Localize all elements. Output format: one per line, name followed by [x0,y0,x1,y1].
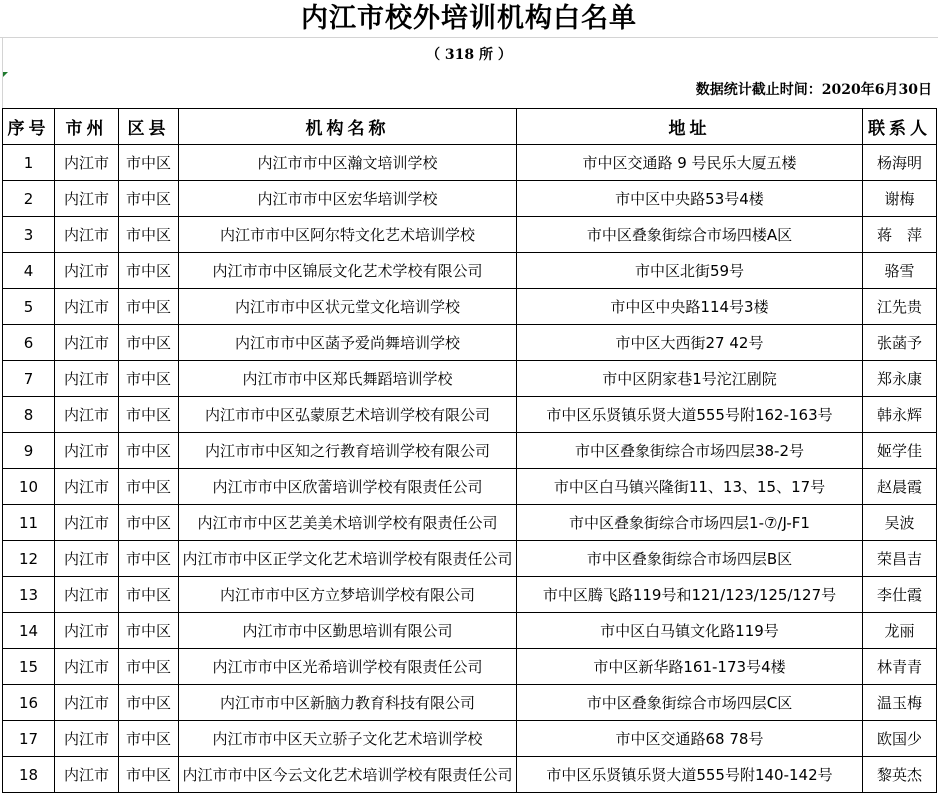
cell-seq: 5 [3,289,55,325]
cell-city: 内江市 [55,469,119,505]
cell-seq: 12 [3,541,55,577]
cell-city: 内江市 [55,289,119,325]
cell-district: 市中区 [119,433,179,469]
cell-contact: 张菡予 [863,325,937,361]
cell-contact: 温玉梅 [863,685,937,721]
table-row [3,685,937,721]
cell-address: 市中区乐贤镇乐贤大道555号附140-142号 [517,757,863,793]
cell-institution-name: 内江市市中区弘蒙原艺术培训学校有限公司 [179,397,517,433]
cell-contact: 韩永辉 [863,397,937,433]
cell-seq: 4 [3,253,55,289]
cell-contact: 李仕霞 [863,577,937,613]
cell-institution-name: 内江市市中区新脑力教育科技有限公司 [179,685,517,721]
cell-contact: 荣昌吉 [863,541,937,577]
cell-contact: 杨海明 [863,145,937,181]
cell-institution-name: 内江市市中区勤思培训有限公司 [179,613,517,649]
cell-seq: 14 [3,613,55,649]
cell-address: 市中区叠象街综合市场四层1-⑦/J-F1 [517,505,863,541]
cell-institution-name: 内江市市中区艺美美术培训学校有限责任公司 [179,505,517,541]
cell-address: 市中区叠象街综合市场四层38-2号 [517,433,863,469]
table-row [3,397,937,433]
cell-seq: 17 [3,721,55,757]
cell-institution-name: 内江市市中区今云文化艺术培训学校有限责任公司 [179,757,517,793]
cell-contact: 郑永康 [863,361,937,397]
cell-seq: 1 [3,145,55,181]
cell-institution-name: 内江市市中区方立梦培训学校有限公司 [179,577,517,613]
cell-city: 内江市 [55,721,119,757]
cell-seq: 7 [3,361,55,397]
cell-address: 市中区腾飞路119号和121/123/125/127号 [517,577,863,613]
cell-seq: 18 [3,757,55,793]
table-row [3,541,937,577]
table-row [3,757,937,793]
cell-institution-name: 内江市市中区郑氏舞蹈培训学校 [179,361,517,397]
cell-address: 市中区中央路114号3楼 [517,289,863,325]
cell-district: 市中区 [119,469,179,505]
cell-institution-name: 内江市市中区欣蕾培训学校有限责任公司 [179,469,517,505]
cell-seq: 13 [3,577,55,613]
cell-district: 市中区 [119,181,179,217]
cell-contact: 姬学佳 [863,433,937,469]
table-row [3,613,937,649]
cell-address: 市中区大西街27 42号 [517,325,863,361]
cell-seq: 11 [3,505,55,541]
cell-address: 市中区北街59号 [517,253,863,289]
cell-contact: 吴波 [863,505,937,541]
cutoff-date: 数据统计截止时间：2020年6月30日 [695,82,932,98]
cell-district: 市中区 [119,577,179,613]
cell-address: 市中区交通路68 78号 [517,721,863,757]
cell-institution-name: 内江市市中区瀚文培训学校 [179,145,517,181]
table-row [3,145,937,181]
cell-district: 市中区 [119,721,179,757]
table-row [3,649,937,685]
cell-contact: 龙丽 [863,613,937,649]
cell-address: 市中区叠象街综合市场四层B区 [517,541,863,577]
cell-district: 市中区 [119,289,179,325]
cell-seq: 9 [3,433,55,469]
cell-address: 市中区新华路161-173号4楼 [517,649,863,685]
table-row [3,325,937,361]
table-row [3,433,937,469]
header-address: 地址 [517,109,863,145]
cell-seq: 6 [3,325,55,361]
cell-city: 内江市 [55,325,119,361]
cell-contact: 蒋 萍 [863,217,937,253]
document-title: 内江市校外培训机构白名单 [0,0,938,38]
cell-seq: 3 [3,217,55,253]
cell-seq: 15 [3,649,55,685]
cell-contact: 林青青 [863,649,937,685]
cell-address: 市中区白马镇兴隆街11、13、15、17号 [517,469,863,505]
cell-city: 内江市 [55,649,119,685]
cell-city: 内江市 [55,361,119,397]
cell-institution-name: 内江市市中区阿尔特文化艺术培训学校 [179,217,517,253]
cell-district: 市中区 [119,649,179,685]
cell-address: 市中区乐贤镇乐贤大道555号附162-163号 [517,397,863,433]
cell-city: 内江市 [55,541,119,577]
header-city: 市州 [55,109,119,145]
cell-district: 市中区 [119,397,179,433]
table-header-row [3,109,937,145]
cell-district: 市中区 [119,757,179,793]
cell-district: 市中区 [119,325,179,361]
table-row [3,361,937,397]
cell-contact: 谢梅 [863,181,937,217]
cell-city: 内江市 [55,577,119,613]
cell-seq: 2 [3,181,55,217]
cell-institution-name: 内江市市中区天立骄子文化艺术培训学校 [179,721,517,757]
cell-marker-icon [3,72,8,77]
table-row [3,253,937,289]
cell-district: 市中区 [119,217,179,253]
table-row [3,289,937,325]
cell-contact: 赵晨霞 [863,469,937,505]
cell-city: 内江市 [55,613,119,649]
cell-address: 市中区阴家巷1号沱江剧院 [517,361,863,397]
cell-city: 内江市 [55,505,119,541]
table-row [3,577,937,613]
cell-contact: 黎英杰 [863,757,937,793]
cell-address: 市中区叠象街综合市场四层C区 [517,685,863,721]
whitelist-table [2,108,937,793]
cell-institution-name: 内江市市中区光希培训学校有限责任公司 [179,649,517,685]
cell-city: 内江市 [55,181,119,217]
header-contact: 联系人 [863,109,937,145]
cell-institution-name: 内江市市中区知之行教育培训学校有限公司 [179,433,517,469]
institution-count: （ 318 所 ） [426,47,512,63]
header-name: 机构名称 [179,109,517,145]
cell-city: 内江市 [55,433,119,469]
cell-contact: 江先贵 [863,289,937,325]
cell-district: 市中区 [119,505,179,541]
cell-district: 市中区 [119,361,179,397]
table-row [3,217,937,253]
cell-city: 内江市 [55,757,119,793]
cell-contact: 骆雪 [863,253,937,289]
cell-district: 市中区 [119,253,179,289]
header-district: 区县 [119,109,179,145]
cell-address: 市中区叠象街综合市场四楼A区 [517,217,863,253]
cell-seq: 16 [3,685,55,721]
cell-district: 市中区 [119,541,179,577]
cell-district: 市中区 [119,145,179,181]
cell-city: 内江市 [55,685,119,721]
cell-institution-name: 内江市市中区状元堂文化培训学校 [179,289,517,325]
header-seq: 序号 [3,109,55,145]
cell-address: 市中区交通路 9 号民乐大厦五楼 [517,145,863,181]
cell-city: 内江市 [55,145,119,181]
table-row [3,721,937,757]
table-row [3,469,937,505]
cell-city: 内江市 [55,217,119,253]
cell-institution-name: 内江市市中区宏华培训学校 [179,181,517,217]
cell-institution-name: 内江市市中区锦辰文化艺术学校有限公司 [179,253,517,289]
cell-district: 市中区 [119,613,179,649]
cell-address: 市中区中央路53号4楼 [517,181,863,217]
cell-address: 市中区白马镇文化路119号 [517,613,863,649]
cell-city: 内江市 [55,253,119,289]
cell-institution-name: 内江市市中区菡予爱尚舞培训学校 [179,325,517,361]
table-row [3,181,937,217]
cell-seq: 8 [3,397,55,433]
cell-district: 市中区 [119,685,179,721]
cell-city: 内江市 [55,397,119,433]
cell-institution-name: 内江市市中区正学文化艺术培训学校有限责任公司 [179,541,517,577]
cell-contact: 欧国少 [863,721,937,757]
table-row [3,505,937,541]
cell-seq: 10 [3,469,55,505]
